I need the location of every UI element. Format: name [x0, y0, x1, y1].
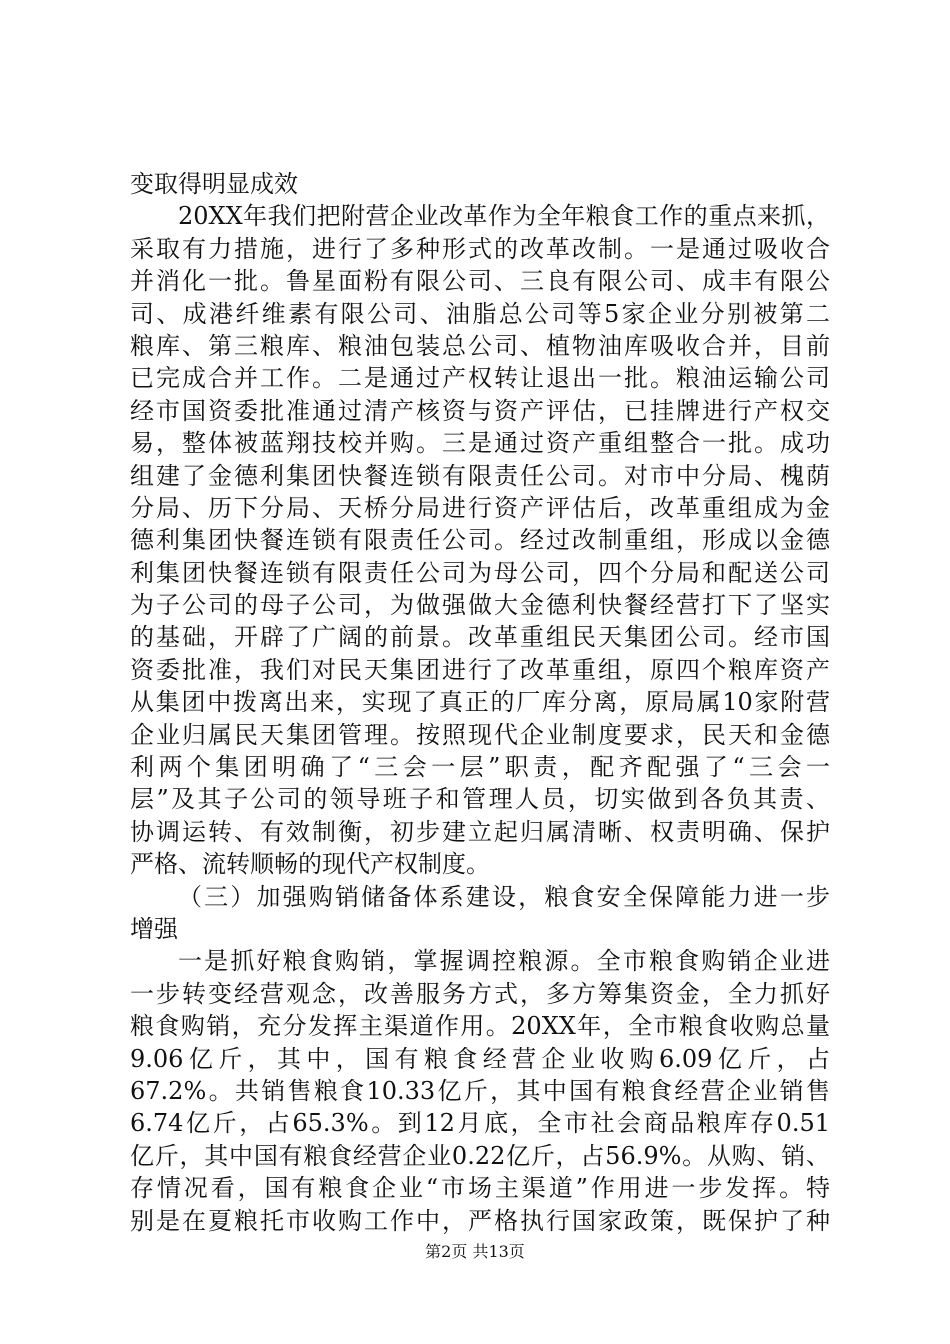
text-line: 的基础，开辟了广阔的前景。改革重组民天集团公司。经市国: [130, 623, 830, 652]
text-line: 20XX年我们把附营企业改革作为全年粮食工作的重点来抓，: [178, 202, 830, 231]
text-line: 一步转变经营观念，改善服务方式，多方筹集资金，全力抓好: [130, 979, 830, 1008]
text-line: 存情况看，国有粮食企业“市场主渠道”作用进一步发挥。特: [130, 1174, 830, 1203]
text-line: 严格、流转顺畅的现代产权制度。: [130, 850, 490, 879]
text-line: 协调运转、有效制衡，初步建立起归属清晰、权责明确、保护: [130, 817, 830, 846]
text-line: 粮库、第三粮库、粮油包装总公司、植物油库吸收合并，目前: [130, 331, 830, 360]
text-line: 并消化一批。鲁星面粉有限公司、三良有限公司、成丰有限公: [130, 267, 830, 296]
text-line: 变取得明显成效: [130, 170, 298, 198]
text-line: 67.2%。共销售粮食10.33亿斤，其中国有粮食经营企业销售: [130, 1076, 830, 1105]
text-line: 易，整体被蓝翔技校并购。三是通过资产重组整合一批。成功: [130, 429, 830, 458]
text-line: 为子公司的母子公司，为做强做大金德利快餐经营打下了坚实: [130, 591, 830, 620]
document-body: [130, 168, 830, 1237]
text-line: 9.06亿斤，其中，国有粮食经营企业收购6.09亿斤，占: [130, 1044, 830, 1073]
text-line: 组建了金德利集团快餐连锁有限责任公司。对市中分局、槐荫: [130, 461, 830, 490]
text-line: 别是在夏粮托市收购工作中，严格执行国家政策，既保护了种: [130, 1206, 830, 1235]
text-line: 层”及其子公司的领导班子和管理人员，切实做到各负其责、: [130, 785, 830, 814]
text-line: 司、成港纤维素有限公司、油脂总公司等5家企业分别被第二: [130, 299, 830, 328]
text-line: 一是抓好粮食购销，掌握调控粮源。全市粮食购销企业进: [178, 947, 830, 976]
text-line: 分局、历下分局、天桥分局进行资产评估后，改革重组成为金: [130, 493, 830, 522]
text-line: 从集团中拨离出来，实现了真正的厂库分离，原局属10家附营: [130, 688, 830, 717]
text-line: 德利集团快餐连锁有限责任公司。经过改制重组，形成以金德: [130, 526, 830, 555]
text-line: 利集团快餐连锁有限责任公司为母公司，四个分局和配送公司: [130, 558, 830, 587]
text-line: 6.74亿斤，占65.3%。到12月底，全市社会商品粮库存0.51: [130, 1109, 830, 1138]
text-line: 增强: [130, 914, 178, 943]
page-footer: 第2页 共13页: [425, 1242, 525, 1261]
text-line: 资委批准，我们对民天集团进行了改革重组，原四个粮库资产: [130, 655, 830, 684]
text-line: 采取有力措施，进行了多种形式的改革改制。一是通过吸收合: [130, 234, 830, 263]
text-line: 亿斤，其中国有粮食经营企业0.22亿斤，占56.9%。从购、销、: [130, 1141, 830, 1170]
text-line: （三）加强购销储备体系建设，粮食安全保障能力进一步: [178, 882, 830, 911]
text-line: 经市国资委批准通过清产核资与资产评估，已挂牌进行产权交: [130, 396, 830, 425]
text-line: 粮食购销，充分发挥主渠道作用。20XX年，全市粮食收购总量: [130, 1012, 830, 1041]
text-line: 已完成合并工作。二是通过产权转让退出一批。粮油运输公司: [130, 364, 830, 393]
text-line: 企业归属民天集团管理。按照现代企业制度要求，民天和金德: [130, 720, 830, 749]
text-line: 利两个集团明确了“三会一层”职责，配齐配强了“三会一: [130, 753, 830, 782]
